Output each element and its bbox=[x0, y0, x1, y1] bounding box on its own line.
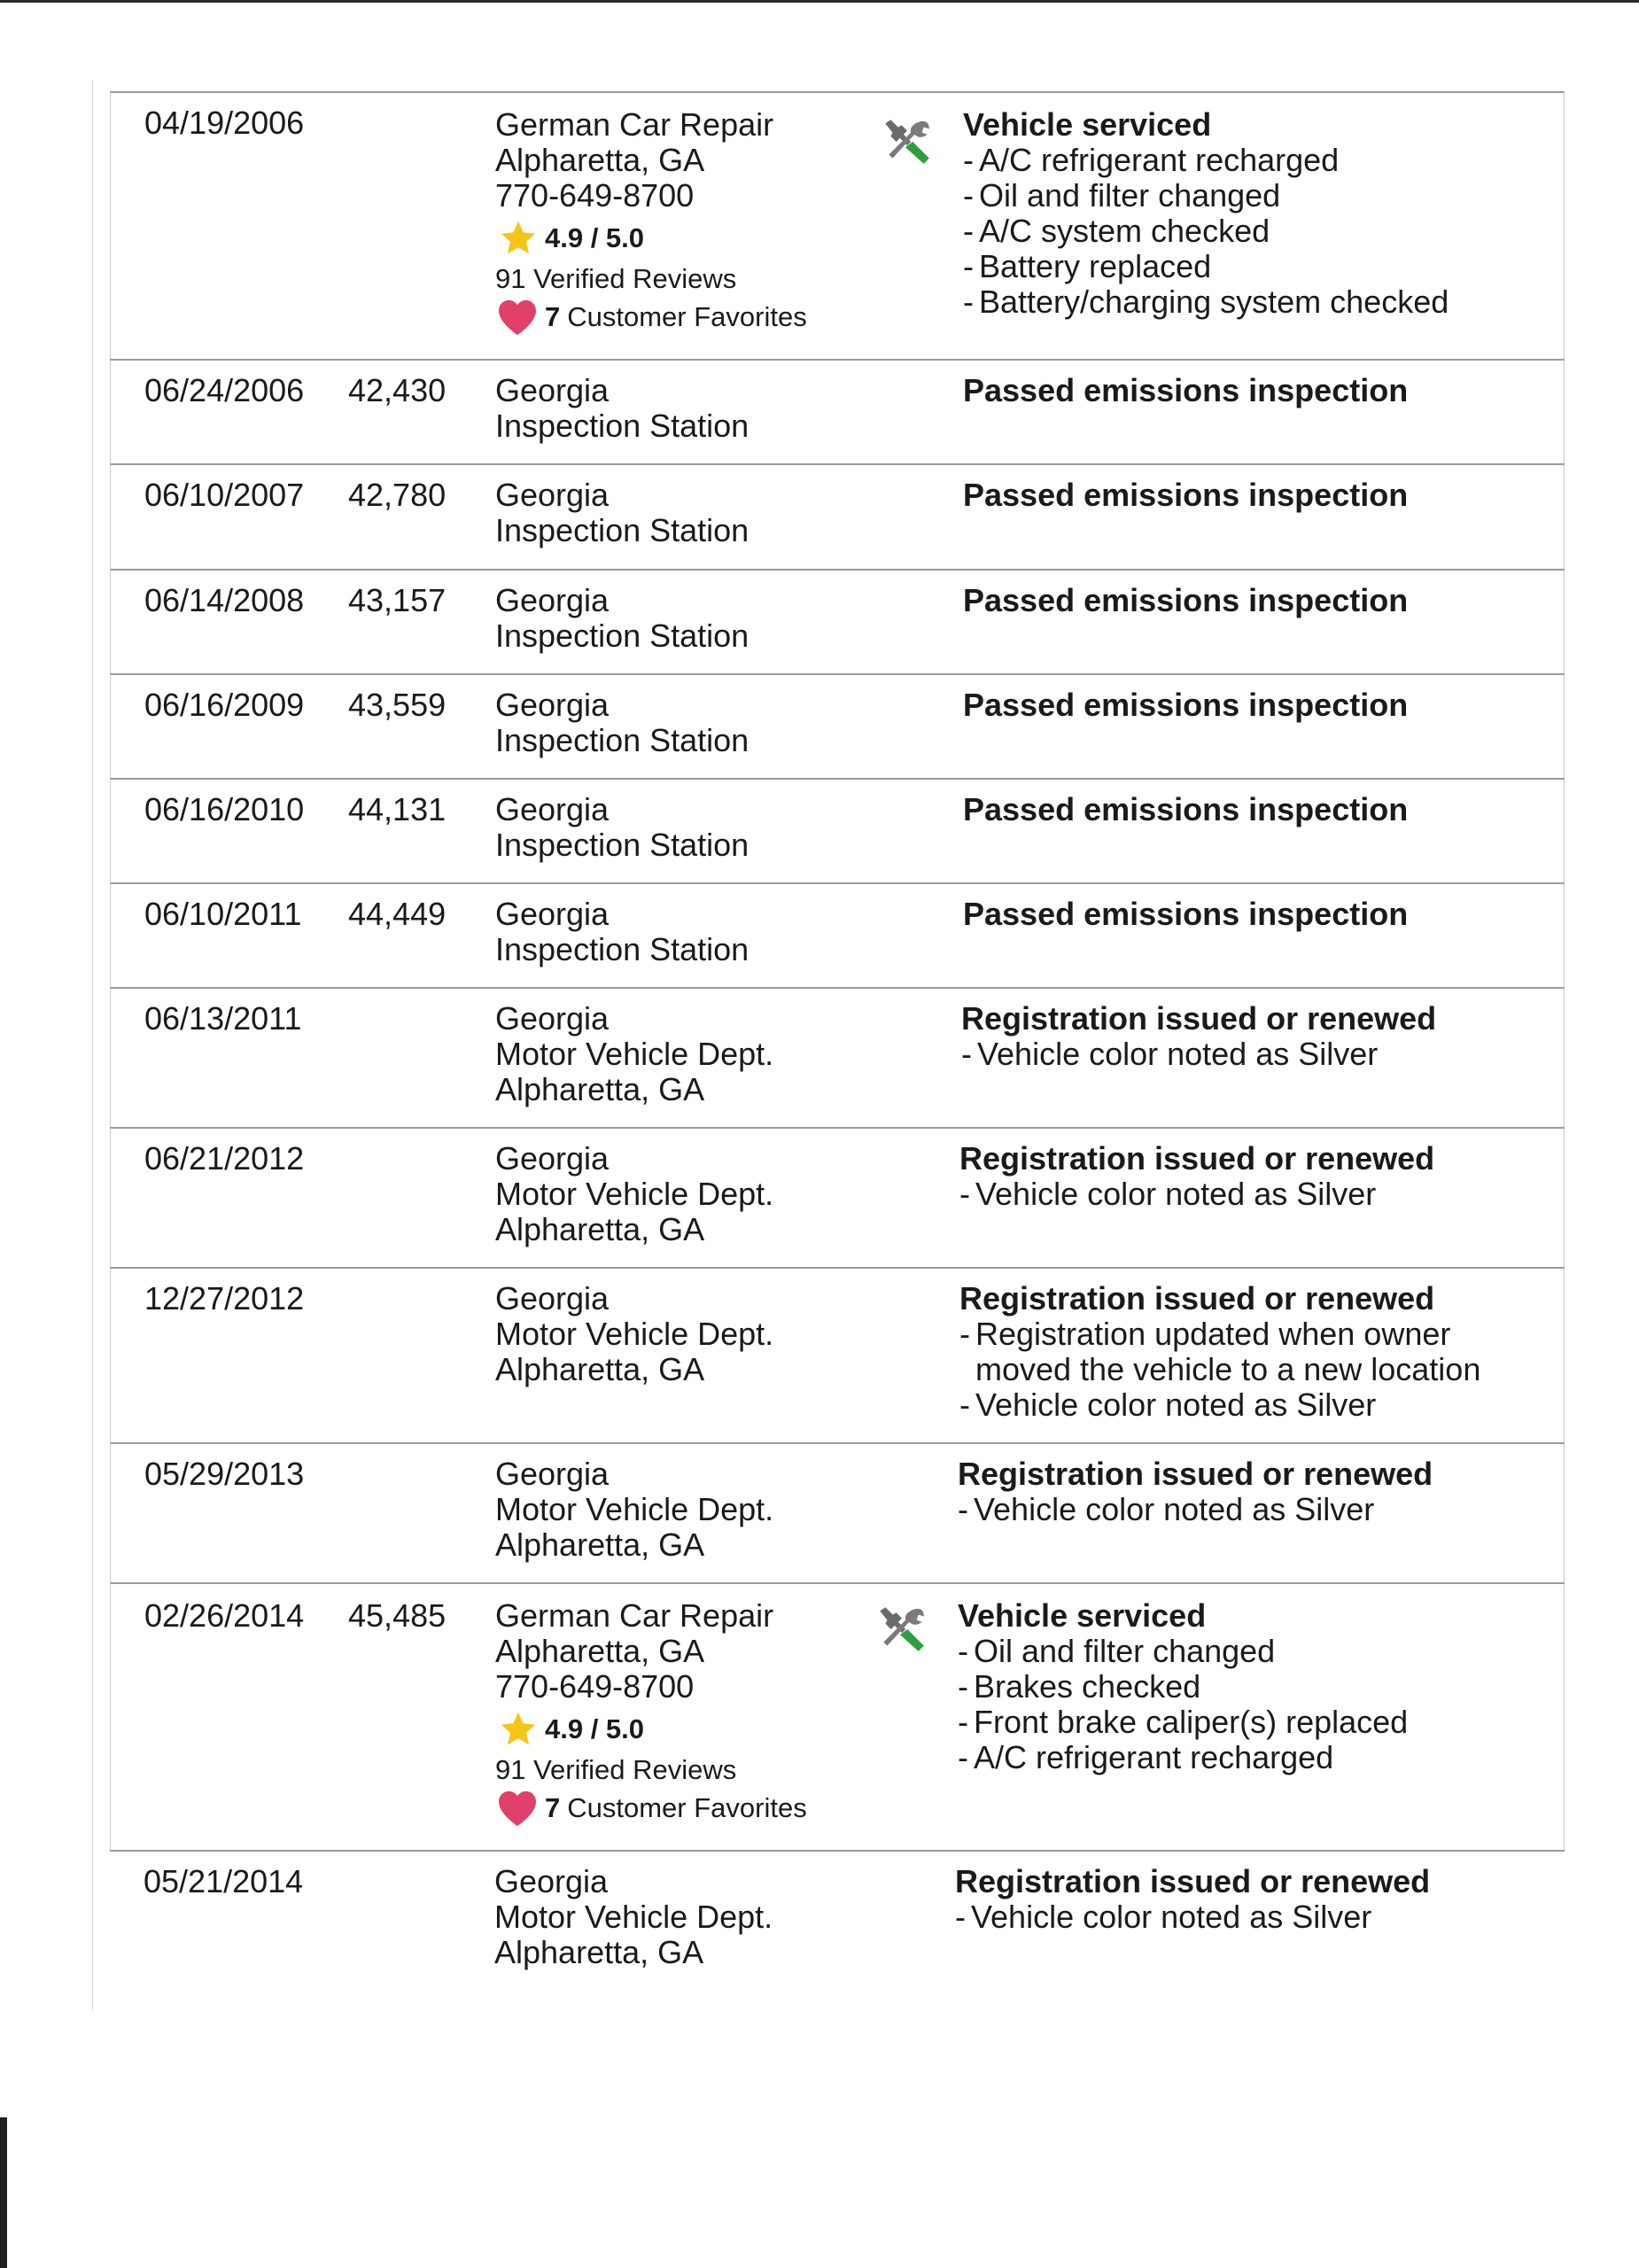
record-details bbox=[955, 1864, 1430, 1935]
record-headline: Registration issued or renewed bbox=[959, 1140, 1435, 1177]
review-count: 91 Verified Reviews bbox=[495, 1754, 737, 1785]
favorites-count: 7 bbox=[545, 301, 561, 332]
record-source bbox=[495, 1141, 773, 1247]
source-line: Alpharetta, GA bbox=[495, 1633, 705, 1669]
source-line: Inspection Station bbox=[495, 408, 750, 444]
detail-item: - Vehicle color noted as Silver bbox=[959, 1386, 1377, 1423]
source-line: Georgia bbox=[495, 477, 610, 513]
record-headline: Registration issued or renewed bbox=[961, 1000, 1437, 1037]
record-source bbox=[495, 792, 749, 863]
record-source bbox=[495, 583, 749, 654]
source-line: Motor Vehicle Dept. bbox=[495, 1316, 774, 1352]
record-date: 05/29/2013 bbox=[144, 1456, 305, 1492]
source-line: Inspection Station bbox=[495, 617, 750, 654]
source-line: Alpharetta, GA bbox=[495, 142, 705, 178]
source-line: Alpharetta, GA bbox=[495, 1211, 705, 1247]
source-line: Georgia bbox=[495, 896, 610, 932]
source-line: Georgia bbox=[495, 372, 610, 408]
detail-item: - Vehicle color noted as Silver bbox=[961, 1036, 1379, 1072]
record-source bbox=[495, 897, 749, 967]
history-row bbox=[110, 91, 1565, 359]
record-details bbox=[958, 1598, 1408, 1775]
record-date: 05/21/2014 bbox=[144, 1863, 304, 1899]
service-tools-icon bbox=[874, 1602, 929, 1657]
record-mileage: 44,449 bbox=[348, 896, 447, 932]
source-line: Motor Vehicle Dept. bbox=[494, 1899, 773, 1935]
favorites-label: Customer Favorites bbox=[567, 1792, 807, 1823]
source-line: 770-649-8700 bbox=[495, 1668, 695, 1705]
source-line: 770-649-8700 bbox=[495, 177, 695, 214]
detail-item: - Oil and filter changed bbox=[963, 177, 1281, 214]
detail-item: - Brakes checked bbox=[958, 1668, 1201, 1705]
source-line: German Car Repair bbox=[495, 1597, 774, 1634]
source-line: Alpharetta, GA bbox=[495, 1071, 705, 1107]
record-details bbox=[963, 373, 1408, 408]
star-icon bbox=[499, 219, 538, 258]
source-line: Inspection Station bbox=[495, 722, 750, 758]
source-line: German Car Repair bbox=[495, 106, 774, 143]
history-row bbox=[110, 778, 1565, 882]
scan-edge-mark bbox=[0, 2117, 7, 2268]
source-line: Georgia bbox=[495, 791, 610, 827]
source-line: Inspection Station bbox=[495, 512, 750, 548]
record-mileage: 43,559 bbox=[348, 687, 447, 723]
history-row bbox=[110, 1267, 1565, 1442]
record-details bbox=[958, 1456, 1433, 1527]
record-source bbox=[494, 1864, 773, 1970]
source-line: Georgia bbox=[495, 582, 610, 618]
history-row bbox=[110, 1850, 1565, 1992]
record-source bbox=[495, 687, 749, 758]
source-line: Inspection Station bbox=[495, 827, 750, 863]
history-row bbox=[110, 359, 1565, 463]
record-headline: Passed emissions inspection bbox=[963, 687, 1409, 723]
record-headline: Passed emissions inspection bbox=[963, 582, 1409, 618]
shop-rating bbox=[495, 219, 807, 258]
history-row bbox=[110, 569, 1565, 673]
history-row bbox=[110, 673, 1565, 778]
source-line: Georgia bbox=[495, 1456, 610, 1492]
vehicle-history-table bbox=[110, 91, 1565, 1992]
record-details bbox=[963, 792, 1408, 827]
record-date: 02/26/2014 bbox=[144, 1597, 305, 1634]
review-count: 91 Verified Reviews bbox=[495, 263, 737, 294]
record-details bbox=[963, 478, 1408, 513]
source-line: Georgia bbox=[495, 1140, 610, 1177]
detail-item: - Registration updated when owner moved the vehicle to a new location bbox=[959, 1316, 1481, 1387]
history-row bbox=[110, 463, 1565, 569]
detail-item: - Vehicle color noted as Silver bbox=[959, 1176, 1377, 1212]
record-source bbox=[495, 107, 807, 336]
star-icon bbox=[499, 1710, 538, 1749]
record-headline: Passed emissions inspection bbox=[963, 791, 1409, 827]
record-date: 06/10/2011 bbox=[144, 896, 302, 932]
shop-rating bbox=[495, 1710, 807, 1749]
customer-favorites bbox=[495, 1790, 807, 1827]
record-details bbox=[961, 1001, 1436, 1072]
record-source bbox=[495, 1598, 807, 1827]
source-line: Alpharetta, GA bbox=[495, 1351, 705, 1387]
record-headline: Registration issued or renewed bbox=[958, 1456, 1433, 1492]
source-line: Georgia bbox=[495, 687, 610, 723]
record-date: 06/10/2007 bbox=[144, 477, 305, 513]
favorites-count: 7 bbox=[545, 1792, 561, 1823]
record-date: 06/21/2012 bbox=[144, 1140, 305, 1177]
record-mileage: 45,485 bbox=[348, 1597, 447, 1634]
record-source bbox=[495, 478, 749, 548]
record-mileage: 42,780 bbox=[348, 477, 447, 513]
record-date: 12/27/2012 bbox=[144, 1280, 305, 1317]
source-line: Motor Vehicle Dept. bbox=[495, 1491, 774, 1527]
detail-item: - Front brake caliper(s) replaced bbox=[958, 1704, 1409, 1740]
source-line: Motor Vehicle Dept. bbox=[495, 1176, 774, 1212]
record-headline: Passed emissions inspection bbox=[963, 372, 1409, 408]
detail-item: - Oil and filter changed bbox=[958, 1633, 1276, 1669]
record-headline: Vehicle serviced bbox=[963, 106, 1212, 143]
history-row bbox=[110, 1127, 1565, 1267]
record-date: 06/14/2008 bbox=[144, 582, 305, 618]
source-line: Georgia bbox=[494, 1863, 609, 1899]
detail-item: - A/C system checked bbox=[963, 213, 1270, 249]
record-headline: Registration issued or renewed bbox=[959, 1280, 1435, 1317]
source-line: Georgia bbox=[495, 1280, 610, 1317]
page-top-rule bbox=[0, 0, 1639, 3]
record-source bbox=[495, 1456, 773, 1563]
record-details bbox=[959, 1141, 1434, 1212]
rating-value: 4.9 / 5.0 bbox=[545, 222, 645, 253]
record-date: 06/16/2009 bbox=[144, 687, 305, 723]
customer-favorites bbox=[495, 299, 807, 336]
detail-item: - A/C refrigerant recharged bbox=[958, 1739, 1334, 1775]
record-date: 06/16/2010 bbox=[144, 791, 305, 827]
record-date: 04/19/2006 bbox=[144, 105, 305, 141]
detail-item: - Battery/charging system checked bbox=[963, 284, 1449, 320]
record-details bbox=[963, 583, 1408, 618]
record-details bbox=[963, 107, 1449, 320]
record-headline: Passed emissions inspection bbox=[963, 896, 1409, 932]
source-line: Alpharetta, GA bbox=[495, 1526, 705, 1563]
detail-item: - Battery replaced bbox=[963, 248, 1212, 284]
record-mileage: 42,430 bbox=[348, 372, 447, 408]
detail-item: - A/C refrigerant recharged bbox=[963, 142, 1340, 178]
source-line: Alpharetta, GA bbox=[494, 1934, 704, 1970]
record-headline: Passed emissions inspection bbox=[963, 477, 1409, 513]
record-source bbox=[495, 1281, 773, 1387]
record-date: 06/24/2006 bbox=[144, 372, 305, 408]
detail-item: - Vehicle color noted as Silver bbox=[955, 1899, 1372, 1935]
heart-icon bbox=[497, 1790, 538, 1827]
source-line: Inspection Station bbox=[495, 931, 750, 967]
record-details bbox=[963, 897, 1408, 932]
record-mileage: 43,157 bbox=[348, 582, 447, 618]
record-headline: Vehicle serviced bbox=[958, 1597, 1207, 1634]
record-source bbox=[495, 373, 749, 444]
rating-value: 4.9 / 5.0 bbox=[545, 1713, 645, 1744]
favorites-label: Customer Favorites bbox=[567, 301, 807, 332]
source-line: Motor Vehicle Dept. bbox=[495, 1036, 774, 1072]
record-mileage: 44,131 bbox=[348, 791, 447, 827]
history-row bbox=[110, 882, 1565, 987]
page-margin-line bbox=[92, 80, 93, 2011]
record-details bbox=[959, 1281, 1542, 1423]
history-row bbox=[110, 1442, 1565, 1582]
detail-item: - Vehicle color noted as Silver bbox=[958, 1491, 1375, 1527]
service-tools-icon bbox=[880, 114, 935, 169]
record-headline: Registration issued or renewed bbox=[955, 1863, 1431, 1899]
record-date: 06/13/2011 bbox=[144, 1000, 302, 1037]
source-line: Georgia bbox=[495, 1000, 610, 1037]
history-row bbox=[110, 1582, 1565, 1850]
heart-icon bbox=[497, 299, 538, 336]
record-details bbox=[963, 687, 1408, 723]
record-source bbox=[495, 1001, 773, 1107]
history-row bbox=[110, 987, 1565, 1127]
